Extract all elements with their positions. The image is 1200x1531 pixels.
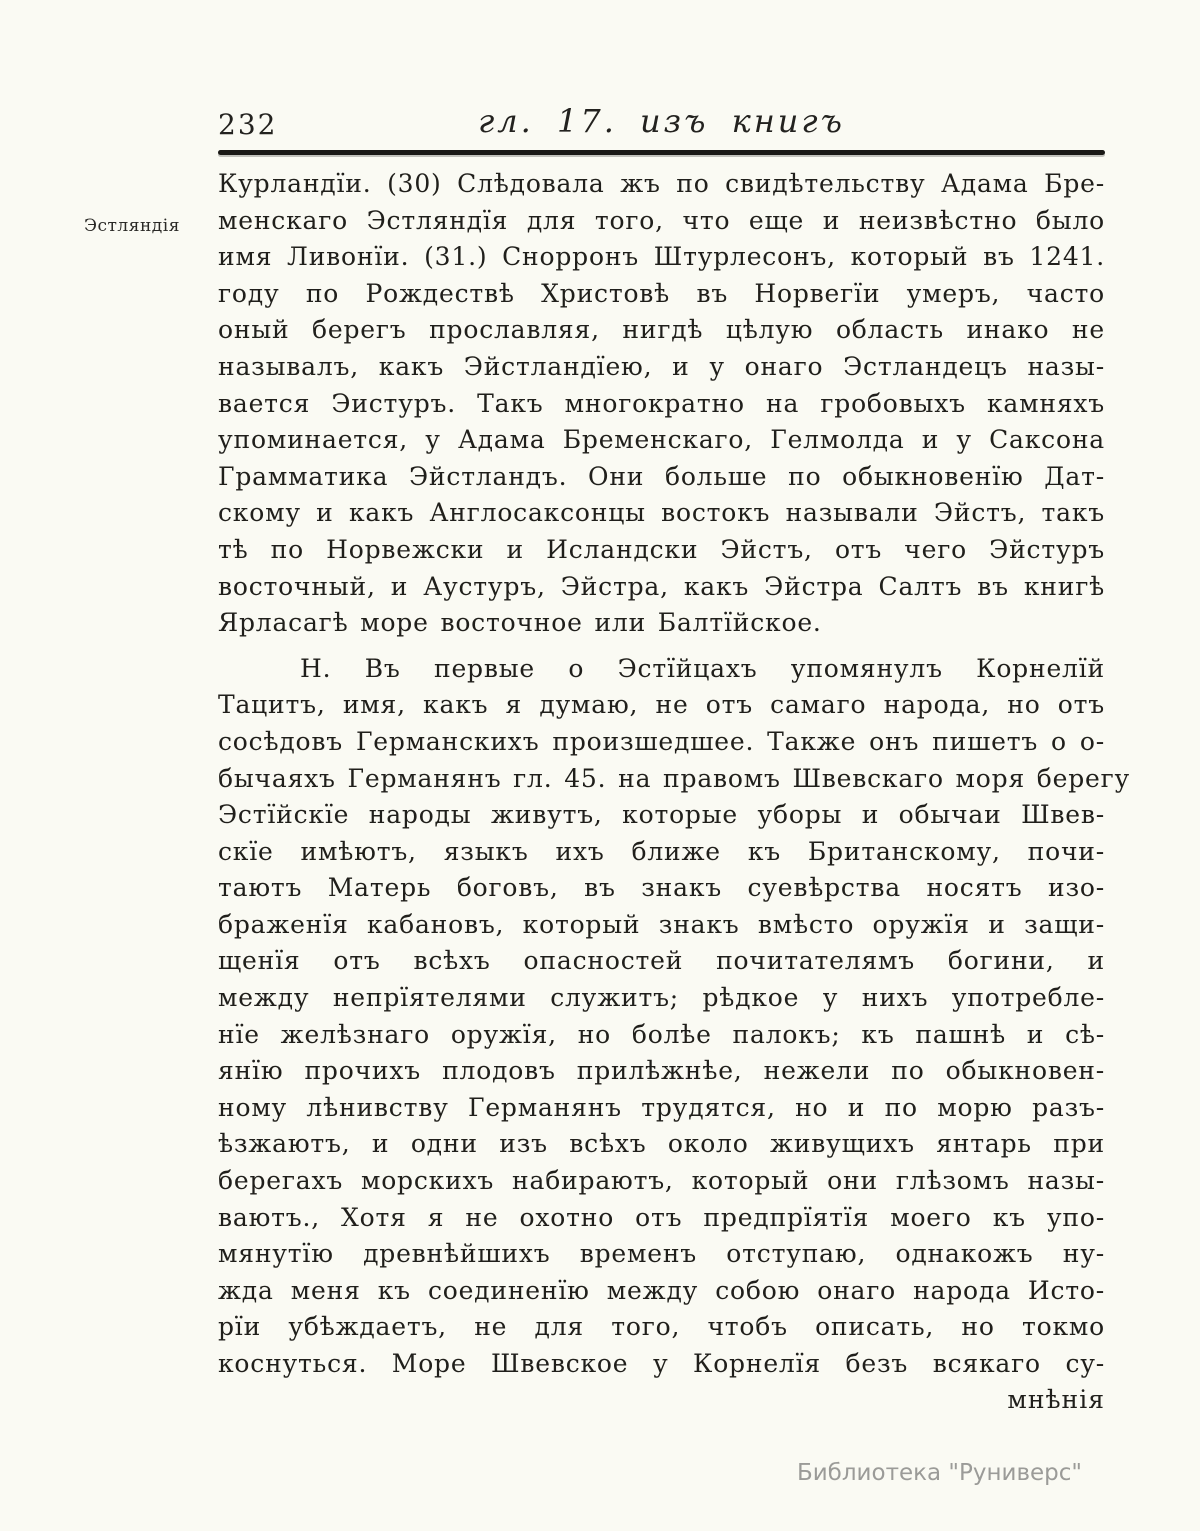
text-line: нїе желѣзнаго оружїя, но болѣе палокъ; къ пашнѣ и сѣ-	[218, 1019, 1105, 1049]
text-line: бычаяхъ Германянъ гл. 45. на правомъ Швевскаго моря берегу	[218, 763, 1131, 793]
body-text	[218, 166, 1131, 1383]
text-line: рїи убѣждаетъ, не для того, чтобъ описать, но токмо	[218, 1312, 1105, 1342]
text-line: восточный, и Аустуръ, Эйстра, какъ Эйстра Салтъ въ книгѣ	[218, 571, 1105, 601]
text-line: ному лѣнивству Германянъ трудятся, но и по морю разъ-	[218, 1092, 1105, 1122]
text-line: Курландїи. (30) Слѣдовала жъ по свидѣтельству Адама Бре-	[218, 169, 1105, 198]
text-line: скому и какъ Англосаксонцы востокъ называли Эйстъ, такъ	[218, 498, 1105, 528]
text-line: берегахъ морскихъ набираютъ, который они глѣзомъ назы-	[218, 1166, 1105, 1196]
text-line: мянутїю древнѣйшихъ временъ отступаю, однакожъ ну-	[218, 1239, 1105, 1269]
margin-note: Эстляндія	[84, 216, 180, 236]
catchword: мнѣнія	[1007, 1385, 1105, 1414]
text-line: вается Эистуръ. Такъ многократно на гробовыхъ камняхъ	[218, 388, 1105, 418]
text-line: таютъ Матерь боговъ, въ знакъ суевѣрства носятъ изо-	[218, 873, 1105, 903]
paragraph	[218, 166, 1105, 642]
text-line: Н. Въ первые о Эстїйцахъ упомянулъ Корнелїй	[300, 653, 1105, 683]
text-line: янїю прочихъ плодовъ прилѣжнѣе, нежели по обыкновен-	[218, 1056, 1105, 1086]
text-line: упоминается, у Адама Бременскаго, Гелмолда и у Саксона	[218, 425, 1105, 455]
text-line: менскаго Эстляндїя для того, что еще и неизвѣстно было	[218, 205, 1105, 235]
text-line: жда меня къ соединенїю между собою онаго народа Исто-	[218, 1275, 1105, 1305]
text-line: Эстїйскїе народы живутъ, которые уборы и обычаи Швев-	[218, 800, 1105, 830]
text-line: тѣ по Норвежски и Исландски Эйстъ, отъ чего Эйстуръ	[218, 534, 1105, 564]
text-line: между непрїятелями служитъ; рѣдкое у нихъ употребле-	[218, 983, 1105, 1013]
text-line: Тацитъ, имя, какъ я думаю, не отъ самаго народа, но отъ	[218, 690, 1105, 720]
running-header: гл. 17. изъ книгъ	[478, 102, 845, 140]
paragraph	[218, 651, 1131, 1383]
text-line: оный берегъ прославляя, нигдѣ цѣлую область инако не	[218, 315, 1105, 345]
page-number: 232	[218, 108, 278, 141]
text-line: сосѣдовъ Германскихъ произшедшее. Также онъ пишетъ о о-	[218, 726, 1105, 756]
text-line: имя Ливонїи. (31.) Снорронъ Штурлесонъ, который въ 1241.	[218, 242, 1105, 272]
text-line: году по Рождествѣ Христовѣ въ Норвегїи умеръ, часто	[218, 278, 1105, 308]
text-line: называлъ, какъ Эйстландїею, и у онаго Эстландецъ назы-	[218, 351, 1105, 381]
text-line: Ярласагѣ море восточное или Балтїйское.	[218, 608, 822, 638]
text-line: Грамматика Эйстландъ. Они больше по обыкновенїю Дат-	[218, 461, 1105, 491]
header-rule	[218, 150, 1105, 155]
text-line: щенїя отъ всѣхъ опасностей почитателямъ богини, и	[218, 946, 1105, 976]
text-line: ѣзжаютъ, и одни изъ всѣхъ около живущихъ янтарь при	[218, 1129, 1105, 1159]
text-line: браженїя кабановъ, который знакъ вмѣсто оружїя и защи-	[218, 909, 1105, 939]
text-line: скїе имѣютъ, языкъ ихъ ближе къ Британскому, почи-	[218, 836, 1105, 866]
text-line: ваютъ., Хотя я не охотно отъ предпрїятїя моего къ упо-	[218, 1202, 1105, 1232]
library-watermark: Библиотека "Руниверс"	[796, 1460, 1082, 1486]
text-line: коснуться. Море Швевское у Корнелїя безъ всякаго су-	[218, 1349, 1105, 1378]
